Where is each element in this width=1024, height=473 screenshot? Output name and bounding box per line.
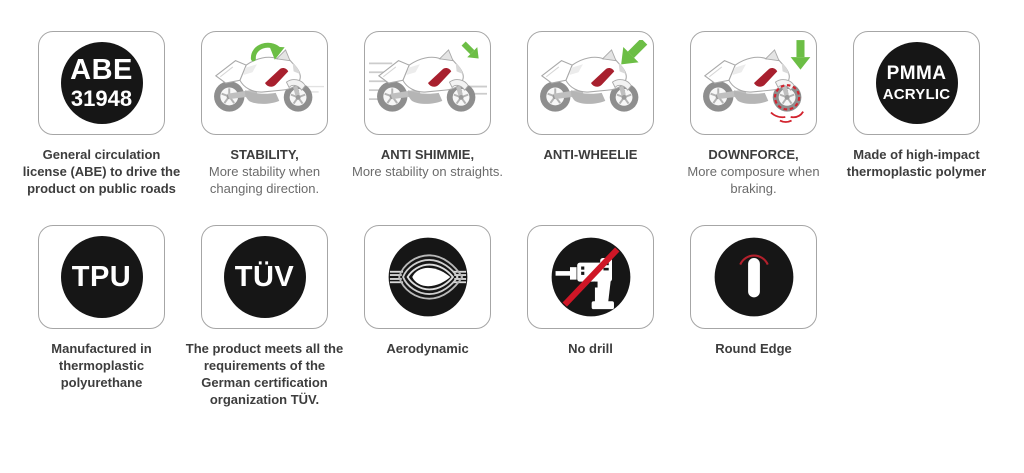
badge-text-line2: 31948: [70, 86, 133, 111]
caption-description: More composure when braking.: [687, 164, 820, 196]
feature-card-stability: [201, 31, 328, 135]
caption-title: DOWNFORCE,: [708, 147, 799, 162]
caption-text: No drill: [568, 341, 613, 356]
caption-description: More stability when changing direction.: [208, 164, 321, 196]
feature-caption-downforce: [673, 146, 835, 197]
feature-caption-tuv: [184, 340, 346, 408]
no-drill-icon: [549, 235, 633, 319]
feature-card-tuv: [201, 225, 328, 329]
feature-card-anti-wheelie: [527, 31, 654, 135]
caption-text: General circulation license (ABE) to drive the product on public roads: [22, 147, 181, 196]
caption-text: Manufactured in thermoplastic polyurethane: [51, 341, 152, 390]
pmma-acrylic-badge-icon: [876, 42, 958, 124]
feature-downforce: [672, 31, 835, 197]
down-arrow-icon: [790, 40, 810, 70]
caption-text: Round Edge: [715, 341, 792, 356]
feature-card-tpu: [38, 225, 165, 329]
feature-caption-stability: [184, 146, 346, 197]
skid-marks: [770, 112, 802, 122]
abe-31948-badge-icon: [61, 42, 143, 124]
feature-caption-no-drill: [510, 340, 672, 357]
features-row-2: [20, 225, 1024, 408]
badge-text-line2: ACRYLIC: [882, 86, 951, 103]
feature-tpu: [20, 225, 183, 408]
feature-card-no-drill: [527, 225, 654, 329]
badge-text-line1: PMMA: [886, 63, 947, 84]
feature-round-edge: [672, 225, 835, 408]
badge-text-line1: TPU: [71, 260, 132, 293]
feature-caption-abe: [21, 146, 183, 197]
tuv-badge-icon: [224, 236, 306, 318]
round-edge-bar: [748, 258, 760, 297]
feature-anti-wheelie: [509, 31, 672, 197]
feature-caption-round-edge: [673, 340, 835, 357]
feature-caption-pmma: [836, 146, 998, 180]
feature-stability: [183, 31, 346, 197]
feature-card-downforce: [690, 31, 817, 135]
feature-card-pmma: [853, 31, 980, 135]
feature-tuv: [183, 225, 346, 408]
feature-caption-anti-shimmie: [347, 146, 509, 180]
feature-caption-tpu: [21, 340, 183, 391]
caption-text: Aerodynamic: [386, 341, 469, 356]
caption-text: Made of high-impact thermoplastic polymer: [846, 147, 987, 179]
motorcycle-anti-wheelie-icon: [532, 40, 650, 126]
feature-card-anti-shimmie: [364, 31, 491, 135]
feature-abe-license: [20, 31, 183, 197]
badge-text-line1: ABE: [70, 54, 133, 86]
feature-anti-shimmie: [346, 31, 509, 197]
badge-text-line1: TÜV: [234, 260, 295, 293]
feature-card-abe: [38, 31, 165, 135]
round-edge-icon: [712, 235, 796, 319]
motorcycle-downforce-icon: [695, 40, 813, 126]
feature-aerodynamic: [346, 225, 509, 408]
aerodynamic-airfoil-icon: [386, 235, 470, 319]
feature-card-aerodynamic: [364, 225, 491, 329]
tpu-badge-icon: [61, 236, 143, 318]
feature-caption-aerodynamic: [347, 340, 509, 357]
feature-pmma: [835, 31, 998, 197]
down-right-arrow-icon: [458, 40, 483, 64]
feature-caption-anti-wheelie: [510, 146, 672, 163]
caption-title: ANTI SHIMMIE,: [380, 147, 475, 162]
motorcycle-stability-icon: [206, 40, 324, 126]
caption-description: More stability on straights.: [351, 164, 503, 179]
caption-title: ANTI-WHEELIE: [543, 147, 638, 162]
caption-title: STABILITY,: [230, 147, 299, 162]
features-row-1: [20, 31, 1024, 197]
feature-card-round-edge: [690, 225, 817, 329]
motorcycle-anti-shimmie-icon: [369, 40, 487, 126]
feature-no-drill: [509, 225, 672, 408]
caption-text: The product meets all the requirements of the German certification organization TÜV.: [185, 341, 344, 407]
